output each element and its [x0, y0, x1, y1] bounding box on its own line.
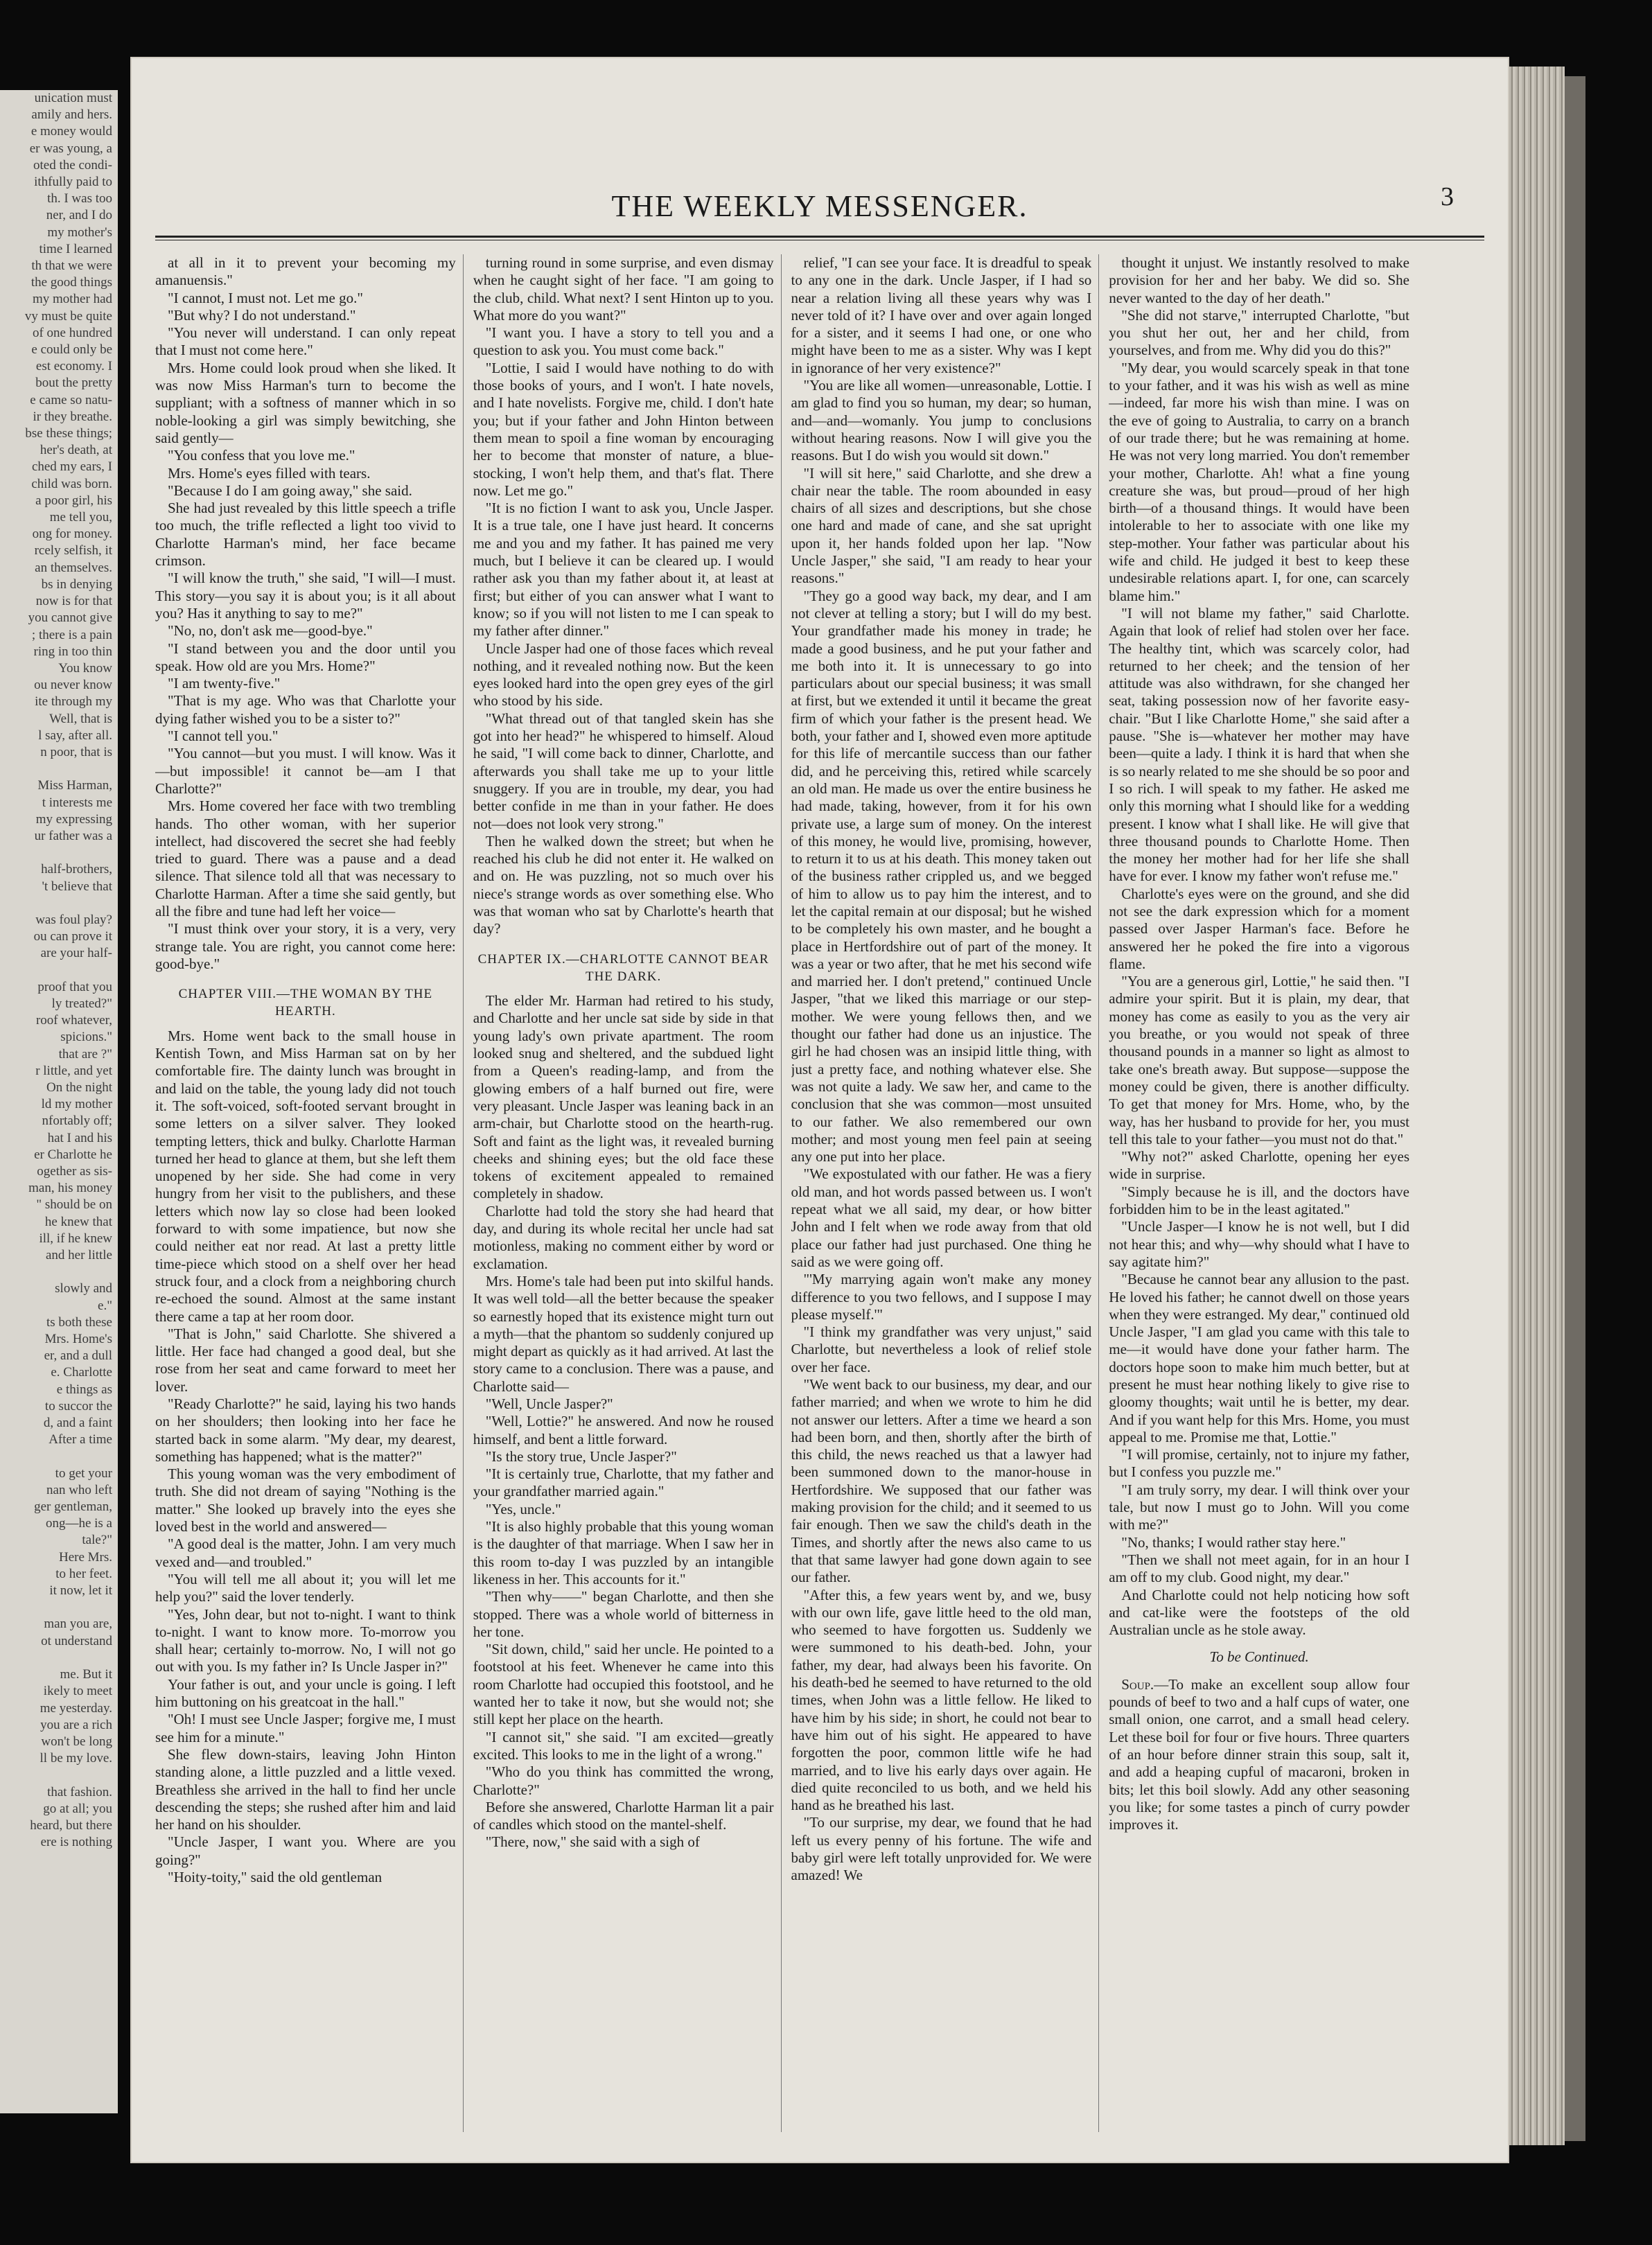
adjacent-page-edge: [0, 90, 118, 2113]
paragraph: The elder Mr. Harman had retired to his study, and Charlotte and her uncle sat side by side in that young lady's own private apartment. The room looked snug and sheltered, and the subdued light from a Queen's reading-lamp, and from the glowing embers of a half burned out fire, were very pleasant. Uncle Jasper was leaning back in an arm-chair, but Charlotte stood on the hearth-rug. Soft and faint as the light was, it revealed burning cheeks and shining eyes; but the old face these tokens of excitement appealed to remained completely in shadow.: [473, 992, 774, 1202]
paragraph: "Uncle Jasper—I know he is not well, but I did not hear this; and why—why should what I have to say agitate him?": [1109, 1218, 1409, 1270]
paragraph: "To our surprise, my dear, we found that he had left us every penny of his fortune. The wife and baby girl were left totally unprovided for. We were amazed! We: [791, 1814, 1092, 1884]
paragraph: relief, "I can see your face. It is dreadful to speak to any one in the dark. Uncle Jasper, if I had so near a relation living all these years why was I never told of it? I have over and over again longed for a sister, and it seems I had one, or one who might have been to me as a sister. Why was I kept in ignorance of her very existence?": [791, 254, 1092, 376]
paragraph: "No, no, don't ask me—good-bye.": [168, 622, 373, 640]
paragraph: "But why? I do not understand.": [168, 306, 356, 324]
paragraph: thought it unjust. We instantly resolved to make provision for her and her baby. We did so. She never wanted to the day of her death.": [1109, 254, 1409, 306]
paragraph: "My dear, you would scarcely speak in that tone to your father, and it was his wish as well as mine—indeed, far more his wish than mine. I was on the eve of going to Australia, to carry on a branch of our trade there; but he was remaining at home. He was not very long married. You don't remember your mother, Charlotte. Ah! what a fine young creature she was, but proud—proud of her high birth—of a thousand things. It would have been intolerable to her to associate with one like my step-mother. Your father was particular about his wife and child. He judged it best to keep these undesirable relations apart. I, for one, can scarcely blame him.": [1109, 359, 1409, 604]
paragraph: "There, now," she said with a sigh of: [485, 1833, 700, 1851]
paragraph: "I cannot, I must not. Let me go.": [168, 289, 363, 306]
paragraph: She had just revealed by this little speech a trifle too much, the trifle reflected a light too vivid to Charlotte Harman's mind, her face became crimson.: [155, 500, 456, 570]
paragraph: She flew down-stairs, leaving John Hinton standing alone, a little puzzled and a little vexed. Breathless she arrived in the hall to find her uncle descending the steps; she rushed after him and laid her hand on his shoulder.: [155, 1745, 456, 1833]
paragraph: And Charlotte could not help noticing how soft and cat-like were the footsteps of the old Australian uncle as he stole away.: [1109, 1586, 1409, 1639]
chapter-heading: CHAPTER IX.—CHARLOTTE CANNOT BEAR THE DARK.: [477, 951, 769, 984]
paragraph: "I must think over your story, it is a very, very strange tale. You are right, you cannot come here: good-bye.": [155, 920, 456, 972]
paragraph: "You never will understand. I can only repeat that I must not come here.": [155, 324, 456, 359]
paragraph: "I cannot tell you.": [168, 728, 279, 745]
paragraph: "Because I do I am going away," she said.: [168, 482, 412, 499]
paragraph: "I will sit here," said Charlotte, and she drew a chair near the table. The room abounded in easy chairs of all sizes and descriptions, but she chose one hard and made of cane, and she sat upright upon it, her hands folded upon her lap. "Now Uncle Jasper," she said, "I am ready to hear your reasons.": [791, 464, 1092, 587]
paragraph: "Sit down, child," said her uncle. He pointed to a footstool at his feet. Whenever he came into this room Charlotte had occupied this footstool, and he wanted her to take it now, but she would not; she still kept her place on the hearth.: [473, 1641, 774, 1728]
paragraph: "You are a generous girl, Lottie," he said then. "I admire your spirit. But it is plain, my dear, that money has come as easily to you as the very air you breathe, or you would not speak of three thousand pounds in a manner so light as almost to take one's breath away. But suppose—suppose the money could be given, there is another difficulty. To get that money for Mrs. Home, who, by the way, has her husband to provide for her, you must tell this tale to your father—you must not do that.": [1109, 973, 1409, 1147]
paragraph: "Then we shall not meet again, for in an hour I am off to my club. Good night, my dear.": [1109, 1551, 1409, 1586]
paragraph: at all in it to prevent your becoming my amanuensis.": [155, 254, 456, 289]
paragraph: "It is also highly probable that this young woman is the daughter of that marriage. When I saw her in this room to-day I was puzzled by an intangible likeness in her. This accounts for it.": [473, 1518, 774, 1587]
text-columns: [155, 254, 1416, 2132]
paragraph: "You are like all women—unreasonable, Lottie. I am glad to find you so human, my dear; so human, and—and—womanly. You jump to conclusions without hearing reasons. Now I will give you the reasons. But I do wish you would sit down.": [791, 377, 1092, 464]
paragraph: "Hoity-toity," said the old gentleman: [168, 1869, 383, 1886]
column-4: [1109, 254, 1416, 2132]
paragraph: "I stand between you and the door until you speak. How old are you Mrs. Home?": [155, 640, 456, 674]
paragraph: "What thread out of that tangled skein has she got into her head?" he whispered to himself. Aloud he said, "I will come back to dinner, Charlotte, and afterwards you shall take me up to your little snuggery. If you are in trouble, my dear, you had better confide in me than in your father. He does not—does not look very strong.": [473, 710, 774, 832]
paragraph: Mrs. Home went back to the small house in Kentish Town, and Miss Harman sat on by her comfortable fire. The dainty lunch was brought in and laid on the table, the young lady did not touch it. The soft-voiced, soft-footed servant brought in some letters on a silver salver. They looked tempting letters, thick and bulky. Charlotte Harman turned her head to glance at them, but she left them unopened by her side. She had come in very hungry from her visit to the publishers, and these letters which now lay so close had been looked forward to with some impatience, but now she could neither eat nor read. At last a pretty little time-piece which stood on a shelf over her head struck four, and a clock from a neighboring church re-echoed the sound. Almost at the same instant there came a tap at her room door.: [155, 1027, 456, 1325]
paragraph: "Lottie, I said I would have nothing to do with those books of yours, and I won't. I hate novels, and I hate novelists. Forgive me, child. I don't hate you; but if your father and John Hinton between them mean to spoil a fine woman by encouraging her to become that monster of nature, a blue-stocking, I won't help them, and that's flat. There now. Let me go.": [473, 359, 774, 499]
paragraph: "That is John," said Charlotte. She shivered a little. Her face had changed a good deal, but she rose from her seat and came forward to meet her lover.: [155, 1325, 456, 1395]
paragraph: "Because he cannot bear any allusion to the past. He loved his father; he cannot dwell on those years when they were estranged. My dear," continued old Uncle Jasper, "I am glad you came with this tale to me—it would have done your father harm. The doctors hope soon to make him much better, but at present he must hear nothing likely to give rise to gloomy thoughts; wait until he is better, my dear. And if you want help for this Mrs. Home, you must appeal to me. Promise me that, Lottie.": [1109, 1271, 1409, 1445]
paragraph: Mrs. Home covered her face with two trembling hands. Tho other woman, with her superior intellect, had discovered the secret she had feebly tried to guard. There was a pause and a dead silence. That silence told all that was necessary to Charlotte Harman. After a time she said gently, but all the fibre and tune had left her voice—: [155, 798, 456, 919]
paragraph: Mrs. Home's eyes filled with tears.: [168, 464, 371, 482]
paragraph: "It is certainly true, Charlotte, that my father and your grandfather married again.": [473, 1465, 774, 1500]
column-2: [473, 254, 782, 2132]
paragraph: "I want you. I have a story to tell you and a question to ask you. You must come back.": [473, 324, 774, 359]
paragraph: "Uncle Jasper, I want you. Where are you going?": [155, 1833, 456, 1868]
paragraph: "Simply because he is ill, and the doctors have forbidden him to be in the least agitated.": [1109, 1183, 1409, 1218]
newspaper-page: [130, 57, 1509, 2163]
paragraph: "She did not starve," interrupted Charlotte, "but you shut her out, her and her child, from yourselves, and from me. Why did you do this?": [1109, 306, 1409, 359]
recipe-title: Soup.: [1121, 1675, 1154, 1693]
paragraph: Mrs. Home could look proud when she liked. It was now Miss Harman's turn to become the suppliant; with a softness of manner which in so noble-looking a girl was simply bewitching, she said gently—: [155, 359, 456, 446]
chapter-heading: CHAPTER VIII.—THE WOMAN BY THE HEARTH.: [178, 987, 433, 1019]
paragraph: "I think my grandfather was very unjust," said Charlotte, but nevertheless a look of relief stole over her face.: [791, 1323, 1092, 1375]
paragraph: Charlotte's eyes were on the ground, and she did not see the dark expression which for a moment passed over Jasper Harman's face. Before he answered her he poked the fire into a vigorous flame.: [1109, 885, 1409, 972]
adjacent-page-text: unication must amily and hers. e money would er was young, a oted the condi- ithfully paid to th. I was too ner, and I do my mother's time I learned th that we were the good things my mother had vy must be quite of one hundred e could only be est economy. I bout the pretty e came so natu- ir they breathe. bse these things; her's death, at ched my ears, I child was born. a poor girl, his me tell you, ong for money. rcely selfish, it an themselves. bs in denying now is for that you cannot give ; there is a pain ring in too thin You know ou never know ite through my Well, that is l say, after all. n poor, that is Miss Harman, t interests me my expressing ur father was a half-brothers, 't believe that was foul play? ou can prove it are your half- proof that you ly treated?" roof whatever, spicions." that are ?" r little, and yet On the night ld my mother nfortably off; hat I and his er Charlotte he ogether as sis- man, his money " should be on he knew that ill, if he knew and her little slowly and e." ts both these Mrs. Home's er, and a dull e. Charlotte e things as to succor the d, and a faint After a time to get your nan who left ger gentleman, ong—he is a tale?" Here Mrs. to her feet. it now, let it man you are, ot understand me. But it ikely to meet me yesterday. you are a rich won't be long ll be my love. that fashion. go at all; you heard, but there ere is nothing: [24, 91, 112, 1850]
recipe-text: —To make an excellent soup allow four pounds of beef to two and a half cups of water, one small onion, one carrot, and a small head celery. Let these boil for four or five hours. Three quarters of an hour before dinner strain this soup, salt it, and add a heaping cupful of macaroni, broken in bits; let this boil slowly. Add any other seasoning you like; for some tastes a pinch of curry powder improves it.: [1109, 1675, 1409, 1833]
paragraph: "We went back to our business, my dear, and our father married; and when we wrote to him he did not answer our letters. After a time we heard a son had been born, and then, shortly after the birth of this child, the news reached us that a lawyer had been summoned down to the manor-house in Hertfordshire. We supposed that our father was making provision for the child; and it seemed to us fair enough. Then we saw the child's death in the Times, and shortly after the news also came to us that that same lawyer had gone down again to see our father.: [791, 1376, 1092, 1586]
paragraph: "I am truly sorry, my dear. I will think over your tale, but now I must go to John. Will you come with me?": [1109, 1481, 1409, 1533]
paragraph: "You cannot—but you must. I will know. Was it—but impossible! it cannot be—am I that Charlotte?": [155, 745, 456, 797]
paragraph: "You confess that you love me.": [168, 447, 355, 464]
book-spine-shadow: [1565, 76, 1585, 2141]
paragraph: "'My marrying again won't make any money difference to you two fellows, and I suppose I may please myself.'": [791, 1271, 1092, 1323]
paragraph: "They go a good way back, my dear, and I am not clever at telling a story; but I will do my best. Your grandfather made his money in trade; he made a good business, and he put your father and me both into it. It is unnecessary to go into particulars about our special business; it was small at first, but we extended it until it became the great firm of which your father is the present head. We both, your father and I, showed even more aptitude for this life of mercantile success than our father did, and he perceiving this, retired while scarcely an old man. He made us over the entire business he had made, taking, however, from it for his own private use, a large sum of money. On the interest of this money, he would live, promising, however, to return it to us at his death. This money taken out of the business rather crippled us, and we begged of him to allow us to pay him the interest, and to let the capital remain at our disposal; but he wished to be completely his own master, and he bought a place in Hertfordshire out of part of the money. It was a year or two after, that he met his second wife and married her. I don't pretend," continued Uncle Jasper, "that we liked this marriage or our step-mother. We were young fellows then, and we thought our father had done us an injustice. The girl he had chosen was an insipid little thing, with just a pretty face, and nothing whatever else. She was not quite a lady. We saw her, and came to the conclusion that she was common—most unsuited to our father. We also remembered our own mother; and most young men feel pain at seeing any one put into her place.: [791, 587, 1092, 1165]
book-page-edges: [1509, 67, 1565, 2145]
paragraph: "I will promise, certainly, not to injure my father, but I confess you puzzle me.": [1109, 1446, 1409, 1481]
recipe-paragraph: [1109, 1676, 1409, 1834]
masthead-rule: [155, 236, 1484, 240]
page-number: 3: [1441, 182, 1454, 211]
paragraph: "Ready Charlotte?" he said, laying his two hands on her shoulders; then looking into her face he started back in some alarm. "My dear, my dearest, something has happened; what is the matter?": [155, 1396, 456, 1465]
paragraph: "You will tell me all about it; you will let me help you?" said the lover tenderly.: [155, 1570, 456, 1605]
paragraph: Your father is out, and your uncle is going. I left him buttoning on his greatcoat in the hall.": [155, 1675, 456, 1711]
paragraph: Charlotte had told the story she had heard that day, and during its whole recital her uncle had sat motionless, making no comment either by word or exclamation.: [473, 1202, 774, 1272]
paragraph: turning round in some surprise, and even dismay when he caught sight of her face. "I am going to the club, child. What next? I sent Hinton up to you. What more do you want?": [473, 254, 774, 324]
paragraph: "Well, Uncle Jasper?": [485, 1396, 613, 1412]
paragraph: Mrs. Home's tale had been put into skilful hands. It was well told—all the better because the speaker so earnestly hoped that its existence might turn out a myth—that the phantom so suddenly conjured up might depart as quickly as it had arrived. At last the story came to a conclusion. There was a pause, and Charlotte said—: [473, 1272, 774, 1395]
paragraph: "Well, Lottie?" he answered. And now he roused himself, and bent a little forward.: [473, 1413, 774, 1447]
paragraph: "Oh! I must see Uncle Jasper; forgive me, I must see him for a minute.": [155, 1711, 456, 1745]
paragraph: "I will not blame my father," said Charlotte. Again that look of relief had stolen over her face. The healthy tint, which was scarcely color, had returned to her cheek; and the tension of her attitude was also withdrawn, for she changed her seat, taking possession now of her favorite easy-chair. "But I like Charlotte Home," she said after a pause. "She is—whatever her mother may have been—quite a lady. I think it is hard that when she is so nearly related to me she should be so poor and I so rich. I will speak to my father. He asked me only this morning what I should like for a wedding present. I know what I shall like. He will give that three thousand pounds to Charlotte Home. Then the money her mother had for her life she shall have for ever. I know my father won't refuse me.": [1109, 604, 1409, 885]
column-1: [155, 254, 464, 2132]
paragraph: "Who do you think has committed the wrong, Charlotte?": [473, 1763, 774, 1798]
paragraph: "I will know the truth," she said, "I will—I must. This story—you say it is about you; is it all about you? Has it anything to say to me?": [155, 570, 456, 622]
paragraph: This young woman was the very embodiment of truth. She did not dream of saying "Nothing is the matter." She looked up bravely into the eyes she loved best in the world and answered—: [155, 1465, 456, 1535]
paragraph: "We expostulated with our father. He was a fiery old man, and hot words passed between us. I won't repeat what we all said, my dear, or how bitter John and I felt when we rode away from that old place our father had just purchased. One thing he said as we were going off.: [791, 1165, 1092, 1270]
paragraph: "A good deal is the matter, John. I am very much vexed and—and troubled.": [155, 1535, 456, 1570]
paragraph: "Yes, John dear, but not to-night. I want to think to-night. I want to know more. To-morrow you shall hear; certainly to-morrow. No, I will not go out with you. Is my father in? Is Uncle Jasper in?": [155, 1605, 456, 1675]
paragraph: "It is no fiction I want to ask you, Uncle Jasper. It is a true tale, one I have just heard. It concerns me and you and my father. It has pained me very much, but I believe it can be cleared up. I would rather ask you than my father about it, at least at first; but either of you can answer what I want to know; so if you will not listen to me I can speak to my father after dinner.": [473, 500, 774, 640]
paragraph: "That is my age. Who was that Charlotte your dying father wished you to be a sister to?": [155, 692, 456, 727]
paragraph: "Why not?" asked Charlotte, opening her eyes wide in surprise.: [1109, 1148, 1409, 1183]
paragraph: "Then why——" began Charlotte, and then she stopped. There was a whole world of bitterness in her tone.: [473, 1588, 774, 1640]
paragraph: "I am twenty-five.": [168, 675, 281, 692]
column-3: [791, 254, 1100, 2132]
paragraph: "Is the story true, Uncle Jasper?": [485, 1447, 677, 1465]
to-be-continued: To be Continued.: [1209, 1648, 1309, 1666]
paragraph: Then he walked down the street; but when he reached his club he did not enter it. He walked on and on. He was puzzling, not so much over his niece's strange words as over something else. Who was that woman who sat by Charlotte's hearth that day?: [473, 832, 774, 937]
paragraph: "After this, a few years went by, and we, busy with our own life, gave little heed to the old man, who seemed to have forgotten us. Suddenly we were summoned to his death-bed. John, your father, my dear, had always been his favorite. On his death-bed he seemed to have returned to the old times, when John was a little fellow. He liked to have him by his side; in short, he could not bear to have him out of his sight. He appeared to have forgotten the poor, common little wife he had married, and to live his early days over again. He died quite reconciled to us both, and we held his hand as he breathed his last.: [791, 1586, 1092, 1814]
masthead: THE WEEKLY MESSENGER.: [611, 189, 1028, 223]
paragraph: "Yes, uncle.": [485, 1500, 561, 1517]
paragraph: Before she answered, Charlotte Harman lit a pair of candles which stood on the mantel-shelf.: [473, 1798, 774, 1833]
paragraph: "I cannot sit," she said. "I am excited—greatly excited. This looks to me in the light of a wrong.": [473, 1728, 774, 1763]
paragraph: "No, thanks; I would rather stay here.": [1121, 1533, 1346, 1551]
paragraph: Uncle Jasper had one of those faces which reveal nothing, and it revealed nothing now. But the keen eyes looked hard into the open grey eyes of the girl who stood by his side.: [473, 640, 774, 710]
